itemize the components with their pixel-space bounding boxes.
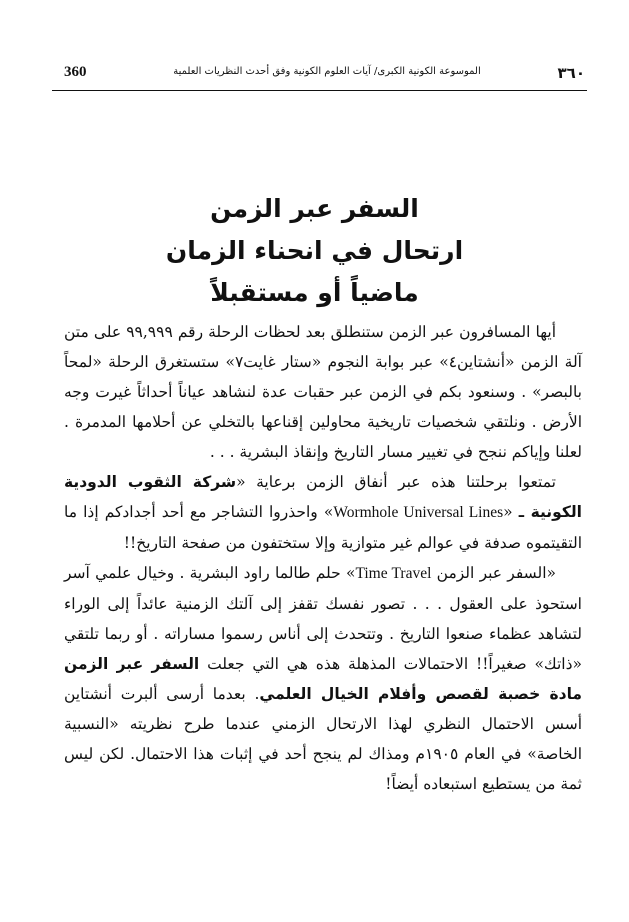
p3-text-end: . بعدما أرسى ألبرت أنشتاين أسس الاحتمال النظري لهذا الارتحال الزمني عندما طرح نظريته «النسبية الخاصة» في العام ١٩٠٥م ومذاك لم ينجح أحد في إثبات هذا الاحتمال. لكن ليس ثمة من يستطيع استبعاده أيضاً! [64, 685, 582, 793]
page-number-latin: 360 [64, 64, 87, 80]
p2-latin-name: Wormhole Universal Lines [333, 504, 504, 521]
p3-text-start: «السفر عبر الزمن [436, 564, 557, 582]
page-header [42, 44, 587, 82]
paragraph-3 [64, 558, 582, 799]
chapter-title-block [0, 188, 629, 314]
chapter-title-line-1: السفر عبر الزمن [210, 194, 419, 223]
paragraph-1: أيها المسافرون عبر الزمن ستنطلق بعد لحظات الرحلة رقم ٩٩,٩٩٩ على متن آلة الزمن «أنشتاين٤» عبر بوابة النجوم «ستار غايت٧» ستستغرق الرحلة «لمحاً بالبصر» . وسنعود بكم في الزمن عبر حقبات عدة لنشاهد عياناً أحداثاً غيرت وجه الأرض . ونلتقي شخصيات تاريخية محاولين إقناعها بالتخلي عن أحلامها المدمرة . لعلنا وإياكم ننجح في تغيير مسار التاريخ وإنقاذ البشرية . . . [64, 323, 582, 461]
p2-bold-company: شركة الثقوب الدودية الكونية ـ [64, 473, 582, 521]
running-title: الموسوعة الكونية الكبرى/ آيات العلوم الكونية وفق أحدث النظريات العلمية [173, 66, 481, 77]
body-text [64, 317, 582, 799]
chapter-title-line-3: ماضياً أو مستقبلاً [210, 278, 419, 307]
header-rule [52, 90, 587, 91]
p2-text-end: » واحذروا التشاجر مع أحد أجدادكم إذا ما التقيتموه صدفة في عوالم غير متوازية وإلا ستختفون من صفحة التاريخ!! [64, 503, 582, 552]
p3-bold-phrase: السفر عبر الزمن مادة خصبة لقصص وأفلام الخيال العلمي [64, 655, 582, 703]
p3-text-middle: » حلم طالما راود البشرية . وخيال علمي آسر استحوذ على العقول . . . تصور نفسك تقفز إلى آلتك الزمنية عائداً إلى الوراء لتشاهد عظماء صنعوا التاريخ . وتتحدث إلى أناس رسموا مساراته . أو ربما تلتقي «ذاتك» صغيراً!! الاحتمالات المذهلة هذه هي التي جعلت [64, 564, 583, 673]
p3-latin-term: Time Travel [355, 565, 432, 582]
paragraph-2: تمتعوا برحلتنا هذه عبر أنفاق الزمن برعاية «شركة الثقوب الدودية الكونية ـ «Wormhole Universal Lines» واحذروا التشاجر مع أحد أجدادكم إذا ما التقيتموه صدفة في عوالم غير متوازية وإلا ستختفون من صفحة التاريخ!! [64, 473, 582, 552]
p2-text-start: تمتعوا برحلتنا هذه عبر أنفاق الزمن برعاية « [236, 473, 556, 491]
chapter-title-line-2: ارتحال في انحناء الزمان [165, 236, 464, 265]
page-number-arabic: ٣٦٠ [557, 64, 585, 82]
